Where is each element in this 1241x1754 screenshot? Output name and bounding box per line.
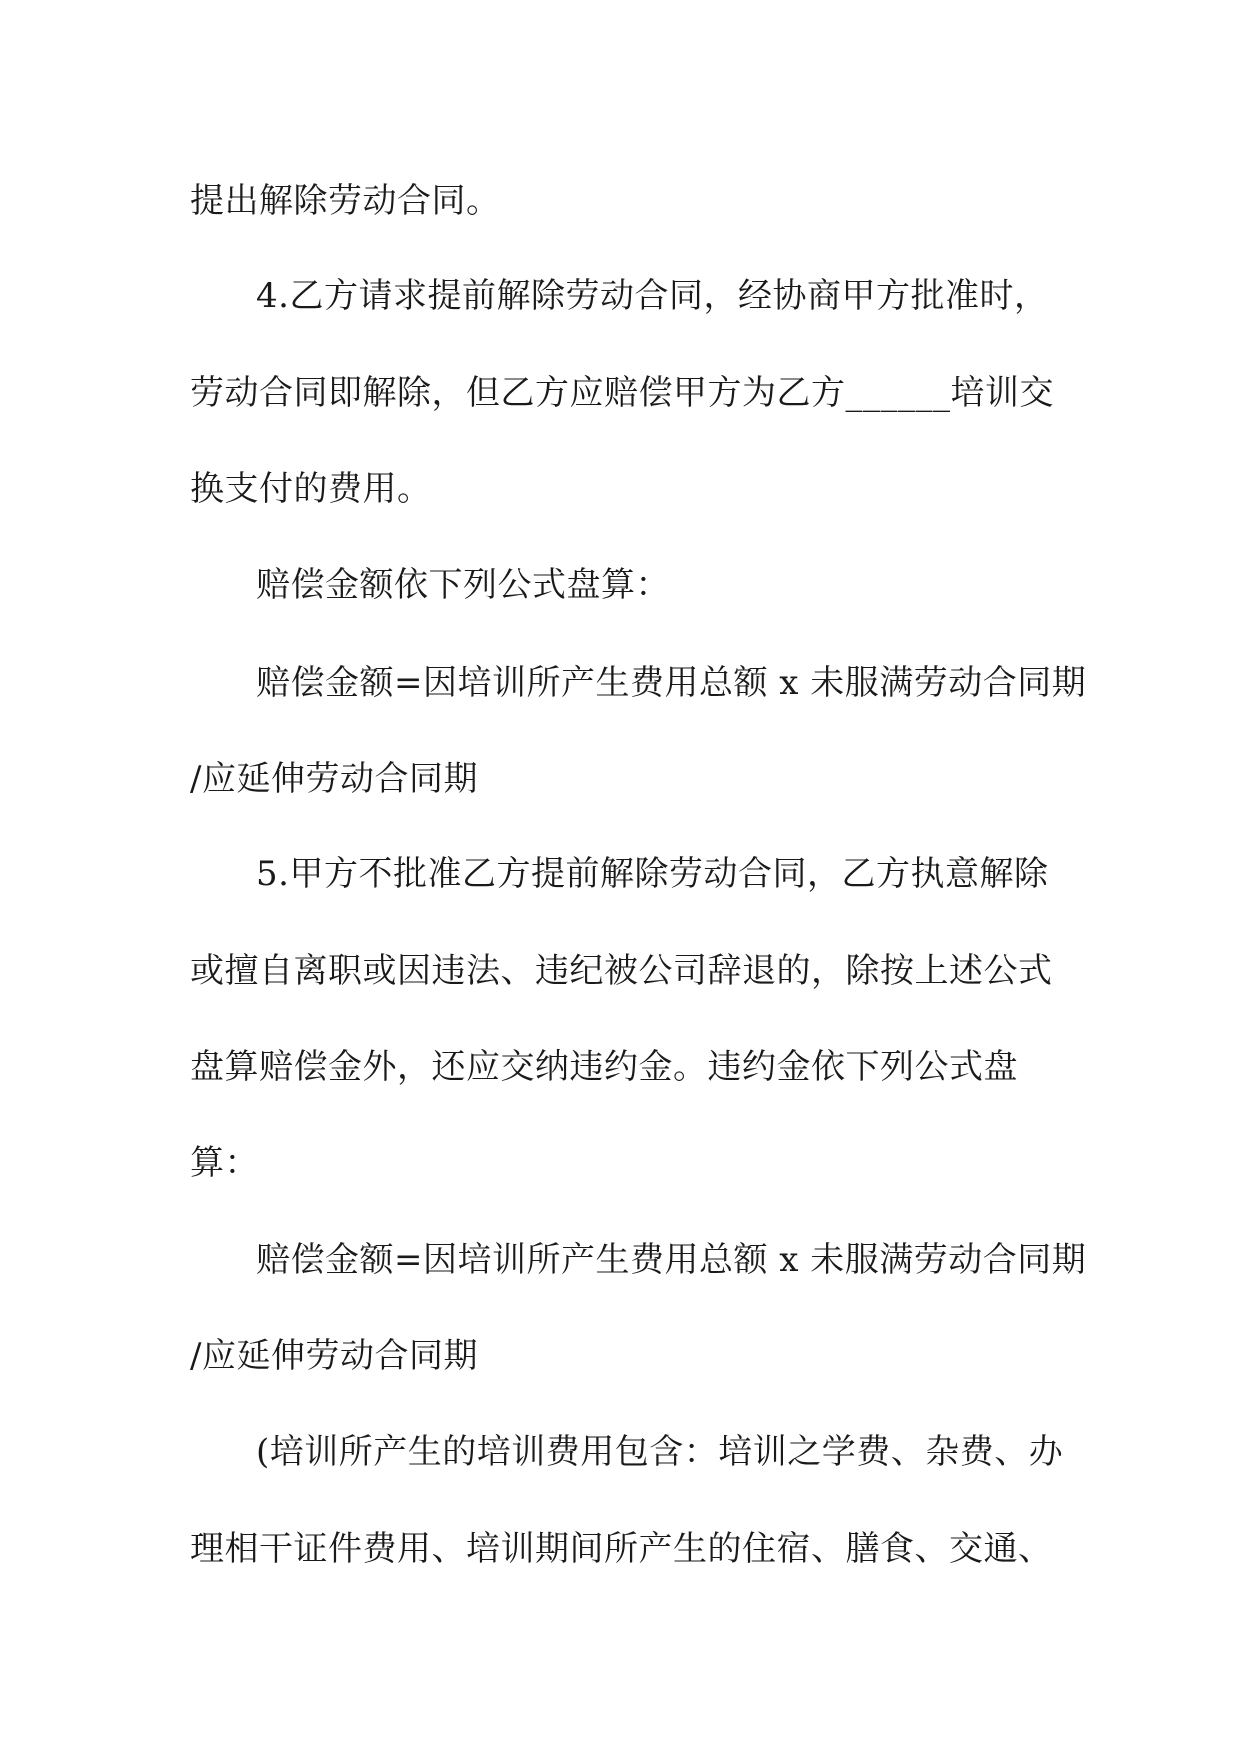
text-line: (培训所产生的培训费用包含：培训之学费、杂费、办 [256, 1432, 1064, 1472]
text-line: /应延伸劳动合同期 [190, 759, 478, 799]
text-line: 提出解除劳动合同。 [190, 181, 501, 221]
text-line: 劳动合同即解除，但乙方应赔偿甲方为乙方______培训交 [190, 373, 1054, 413]
text-line: 或擅自离职或因违法、违纪被公司辞退的，除按上述公式 [190, 951, 1053, 991]
text-line: 赔偿金额依下列公式盘算： [256, 565, 670, 605]
text-line: 4.乙方请求提前解除劳动合同，经协商甲方批准时， [256, 276, 1049, 316]
text-line: 换支付的费用。 [190, 469, 432, 509]
text-line: 赔偿金额=因培训所产生费用总额 x 未服满劳动合同期 [256, 1240, 1087, 1280]
text-line: 算： [190, 1143, 259, 1183]
text-line: /应延伸劳动合同期 [190, 1336, 478, 1376]
text-line: 理相干证件费用、培训期间所产生的住宿、膳食、交通、 [190, 1529, 1053, 1569]
text-line: 5.甲方不批准乙方提前解除劳动合同，乙方执意解除 [256, 854, 1049, 894]
text-line: 盘算赔偿金外，还应交纳违约金。违约金依下列公式盘 [190, 1047, 1018, 1087]
text-line: 赔偿金额=因培训所产生费用总额 x 未服满劳动合同期 [256, 663, 1087, 703]
